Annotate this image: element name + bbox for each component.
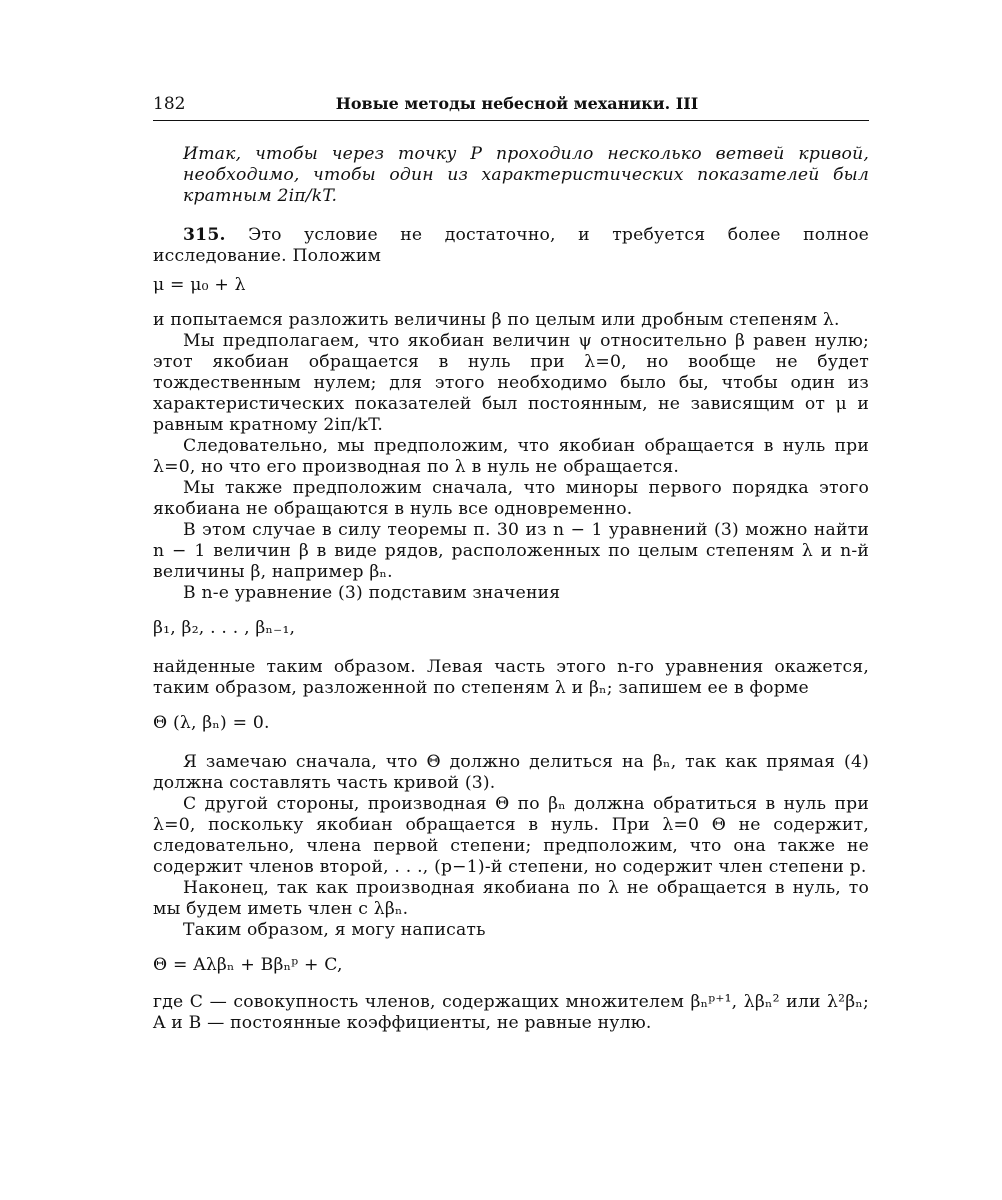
paragraph: Мы также предположим сначала, что миноры первого порядка этого якобиана не обращаются в нуль все одновременно. xyxy=(153,478,869,519)
paragraph: Наконец, так как производная якобиана по λ не обращается в нуль, то мы будем иметь член с λβₙ. xyxy=(153,878,869,919)
paragraph: где C — совокупность членов, содержащих множителем βₙᵖ⁺¹, λβₙ² или λ²βₙ; A и B — постоянные коэффициенты, не равные нулю. xyxy=(153,992,869,1033)
section-315 xyxy=(153,225,869,267)
running-title: Новые методы небесной механики. III xyxy=(335,94,699,113)
page-body xyxy=(153,144,869,1034)
formula-mu: μ = μ₀ + λ xyxy=(153,275,246,295)
formula-beta-list: β₁, β₂, . . . , βₙ₋₁, xyxy=(153,618,296,638)
page-header xyxy=(153,94,869,121)
paragraph: В этом случае в силу теоремы п. 30 из n − 1 уравнений (3) можно найти n − 1 величин β в виде рядов, расположенных по целым степеням λ и n-й величины β, например βₙ. xyxy=(153,520,869,582)
section-intro: Это условие не достаточно, и требуется более полное исследование. Положим xyxy=(153,225,869,266)
section-number: 315. xyxy=(183,225,226,245)
paragraph: В n-е уравнение (3) подставим значения xyxy=(183,583,561,603)
paragraph: найденные таким образом. Левая часть этого n-го уравнения окажется, таким образом, разложенной по степеням λ и βₙ; запишем ее в форме xyxy=(153,657,869,698)
paragraph: Следовательно, мы предположим, что якобиан обращается в нуль при λ=0, но что его производная по λ в нуль не обращается. xyxy=(153,436,869,477)
paragraph: Таким образом, я могу написать xyxy=(183,920,486,940)
formula-theta-equation: Θ (λ, βₙ) = 0. xyxy=(153,713,270,733)
paragraph: Я замечаю сначала, что Θ должно делиться на βₙ, так как прямая (4) должна составлять часть кривой (3). xyxy=(153,752,869,793)
paragraph: Мы предполагаем, что якобиан величин ψ относительно β равен нулю; этот якобиан обращается в нуль при λ=0, но вообще не будет тождественным нулем; для этого необходимо было бы, чтобы один из характеристических показателей был постоянным, не зависящим от μ и равным кратному 2iπ/kT. xyxy=(153,331,869,435)
paragraph: и попытаемся разложить величины β по целым или дробным степеням λ. xyxy=(153,310,840,330)
paragraph: С другой стороны, производная Θ по βₙ должна обратиться в нуль при λ=0, поскольку якобиан обращается в нуль. При λ=0 Θ не содержит, следовательно, члена первой степени; предположим, что она также не содержит членов второй, . . ., (p−1)-й степени, но содержит член степени p. xyxy=(153,794,869,877)
theorem-statement: Итак, чтобы через точку P проходило несколько ветвей кривой, необходимо, чтобы один из характеристических показателей был кратным 2iπ/kT. xyxy=(183,144,869,206)
formula-theta-expansion: Θ = Aλβₙ + Bβₙᵖ + C, xyxy=(153,955,343,975)
page-number: 182 xyxy=(153,94,186,114)
